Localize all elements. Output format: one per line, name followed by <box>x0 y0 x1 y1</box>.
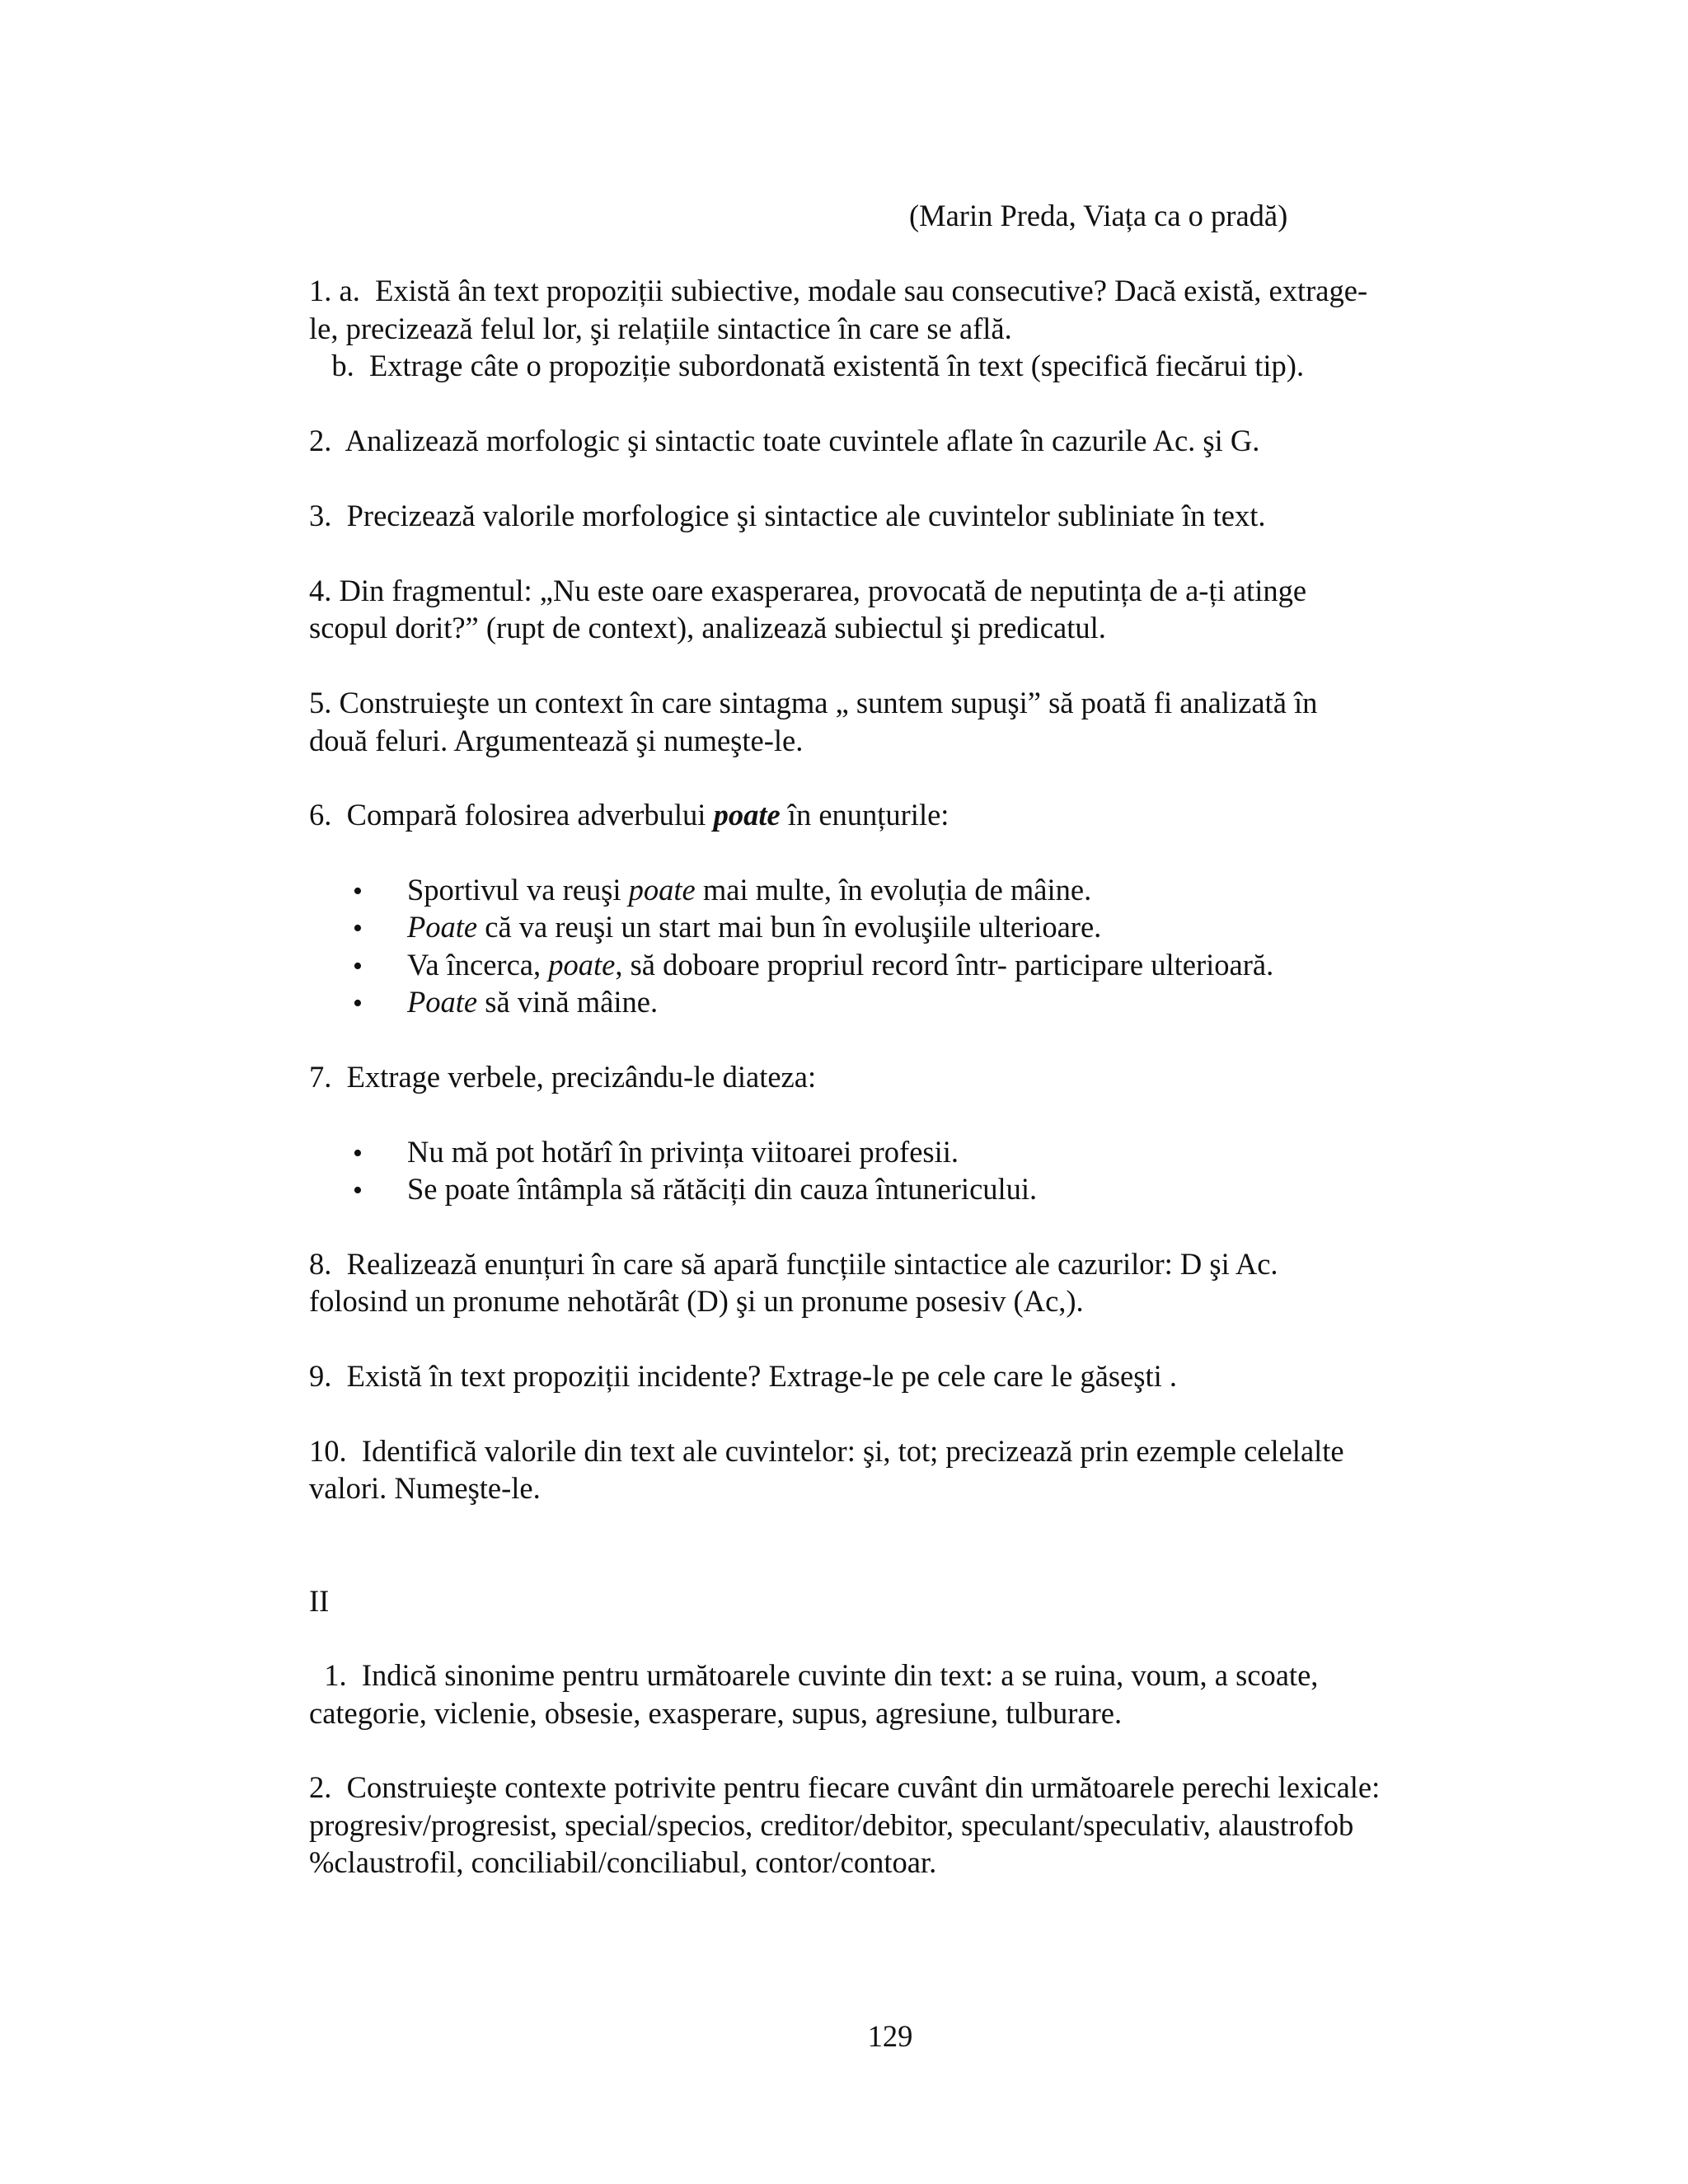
question-2: 2. Analizează morfologic şi sintactic toate cuvintele aflate în cazurile Ac. şi G. <box>309 424 1260 457</box>
bullet-icon: • <box>353 951 363 982</box>
question-4-line-2: scopul dorit?” (rupt de context), analizează subiectul şi predicatul. <box>309 611 1106 644</box>
bullet-icon: • <box>353 1175 363 1206</box>
bullet-text-emphasis: Poate <box>407 985 478 1019</box>
section-ii-question-2-line-2: progresiv/progresist, special/specios, creditor/debitor, speculant/speculativ, alaustrofob <box>309 1808 1354 1842</box>
bullet-text-emphasis: poate <box>548 948 616 982</box>
page-number: 129 <box>867 2019 913 2053</box>
bullet-icon: • <box>353 876 363 907</box>
question-10-line-1: 10. Identifică valorile din text ale cuvintelor: şi, tot; precizează prin ezemple celelalte <box>309 1434 1344 1468</box>
question-3: 3. Precizează valorile morfologice şi sintactice ale cuvintelor subliniate în text. <box>309 499 1266 532</box>
question-8-line-1: 8. Realizează enunțuri în care să apară funcțiile sintactice ale cazurilor: D şi Ac. <box>309 1247 1278 1281</box>
question-6-bullet-1 <box>353 871 1091 911</box>
question-1a-line-2: le, precizează felul lor, şi relațiile sintactice în care se află. <box>309 312 1012 345</box>
question-6 <box>309 796 1479 834</box>
question-9: 9. Există în text propoziții incidente? Extrage-le pe cele care le găseşti . <box>309 1359 1177 1393</box>
question-5-line-1: 5. Construieşte un context în care sintagma „ suntem supuşi” să poată fi analizată în <box>309 686 1318 719</box>
bullet-text-after: că va reuşi un start mai bun în evoluşiile ulterioare. <box>477 910 1102 944</box>
source-citation: (Marin Preda, Viața ca o pradă) <box>909 199 1288 232</box>
question-7: 7. Extrage verbele, precizându-le diateza: <box>309 1060 817 1094</box>
bullet-icon: • <box>353 1138 363 1169</box>
section-ii-question-1-line-2: categorie, viclenie, obsesie, exasperare, supus, agresiune, tulburare. <box>309 1696 1123 1730</box>
bullet-text-after: să vină mâine. <box>477 985 659 1019</box>
section-heading-ii: II <box>309 1584 330 1618</box>
bullet-text-emphasis: Poate <box>407 910 478 944</box>
bullet-text-after: , să doboare propriul record într- participare ulterioară. <box>615 948 1274 982</box>
bullet-text-before: Va încerca, <box>407 948 549 982</box>
question-7-bullet-1 <box>353 1133 959 1173</box>
question-6-emphasis: poate <box>713 798 781 832</box>
bullet-icon: • <box>353 913 363 944</box>
question-1a-line-1: 1. a. Există ân text propoziții subiective, modale sau consecutive? Dacă există, extrage- <box>309 274 1368 307</box>
bullet-text: Se poate întâmpla să rătăciți din cauza întunericului. <box>407 1172 1038 1206</box>
question-10-line-2: valori. Numeşte-le. <box>309 1471 541 1505</box>
question-6-bullet-3 <box>353 946 1273 986</box>
bullet-text-after: mai multe, în evoluția de mâine. <box>695 873 1092 907</box>
question-6-bullet-4 <box>353 983 658 1023</box>
bullet-text: Nu mă pot hotărî în privința viitoarei profesii. <box>407 1135 959 1169</box>
question-5-line-2: două feluri. Argumentează şi numeşte-le. <box>309 724 804 757</box>
question-6-before: 6. Compară folosirea adverbului <box>309 798 714 832</box>
question-7-bullet-2 <box>353 1170 1037 1210</box>
bullet-text-before: Sportivul va reuşi <box>407 873 629 907</box>
question-8-line-2: folosind un pronume nehotărât (D) şi un pronume posesiv (Ac,). <box>309 1284 1084 1318</box>
question-1b: b. Extrage câte o propoziție subordonată existentă în text (specifică fiecărui tip). <box>309 349 1305 382</box>
section-ii-question-2-line-3: %claustrofil, conciliabil/conciliabul, contor/contoar. <box>309 1845 937 1879</box>
section-ii-question-1-line-1: 1. Indică sinonime pentru următoarele cuvinte din text: a se ruina, voum, a scoate, <box>309 1658 1319 1692</box>
bullet-icon: • <box>353 988 363 1019</box>
section-ii-question-2-line-1: 2. Construieşte contexte potrivite pentru fiecare cuvânt din următoarele perechi lexicale: <box>309 1770 1381 1804</box>
question-4-line-1: 4. Din fragmentul: „Nu este oare exasperarea, provocată de neputința de a-ți atinge <box>309 574 1307 607</box>
question-6-bullet-2 <box>353 908 1101 948</box>
question-6-after: în enunțurile: <box>780 798 950 832</box>
bullet-text-emphasis: poate <box>628 873 696 907</box>
